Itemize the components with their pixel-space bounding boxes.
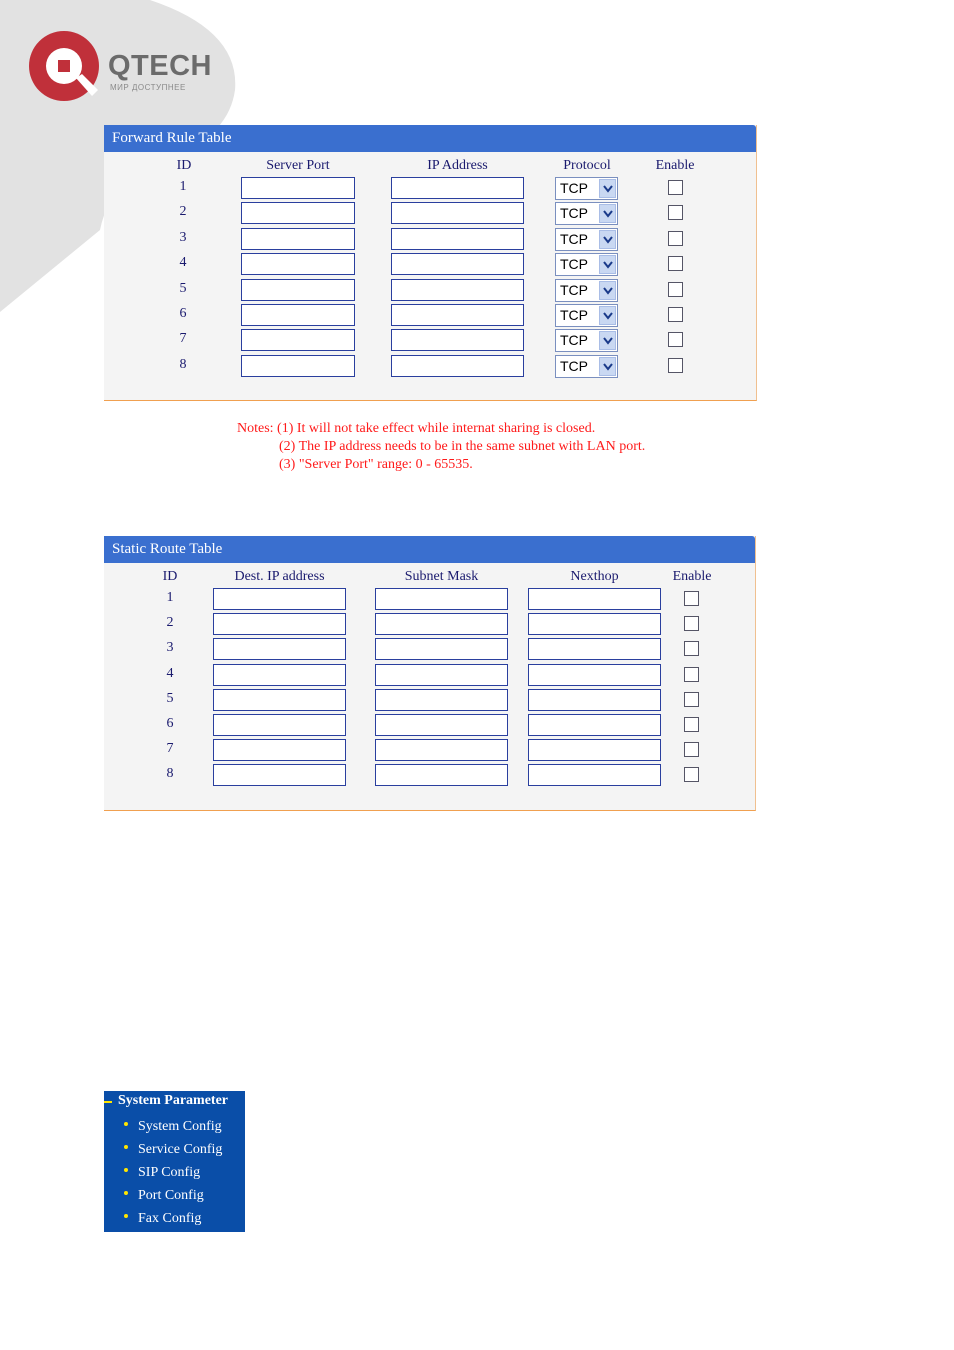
nexthop-input[interactable] [528,739,661,761]
dest-ip-input[interactable] [213,588,346,610]
menu-item-label: Port Config [138,1188,204,1203]
server-port-input[interactable] [241,177,355,199]
ip-address-input[interactable] [391,279,524,301]
column-header-id: ID [162,569,178,584]
row-id: 3 [179,230,187,245]
subnet-mask-input[interactable] [375,588,508,610]
menu-item-label: Service Config [138,1142,223,1157]
column-header-nexthop: Nexthop [570,569,619,584]
ip-address-input[interactable] [391,253,524,275]
ip-address-input[interactable] [391,177,524,199]
dest-ip-input[interactable] [213,764,346,786]
enable-checkbox[interactable] [684,767,699,782]
subnet-mask-input[interactable] [375,613,508,635]
protocol-select[interactable] [555,177,618,200]
chevron-down-icon[interactable] [599,230,616,249]
row-id: 1 [179,179,187,194]
protocol-select-value: TCP [560,332,588,348]
enable-checkbox[interactable] [684,641,699,656]
nexthop-input[interactable] [528,764,661,786]
brand-tagline: МИР ДОСТУПНЕЕ [110,83,186,92]
server-port-input[interactable] [241,355,355,377]
nexthop-input[interactable] [528,638,661,660]
column-header-server-port: Server Port [266,158,330,173]
row-id: 7 [179,331,187,346]
system-parameter-menu [104,1091,245,1232]
ip-address-input[interactable] [391,355,524,377]
server-port-input[interactable] [241,228,355,250]
enable-checkbox[interactable] [668,205,683,220]
nexthop-input[interactable] [528,613,661,635]
row-id: 2 [179,204,187,219]
server-port-input[interactable] [241,253,355,275]
server-port-input[interactable] [241,329,355,351]
bullet-icon [124,1191,128,1195]
protocol-select[interactable] [555,228,618,251]
row-id: 8 [166,766,174,781]
dest-ip-input[interactable] [213,613,346,635]
menu-item-label: System Config [138,1119,222,1134]
nexthop-input[interactable] [528,588,661,610]
bullet-icon [124,1214,128,1218]
nexthop-input[interactable] [528,714,661,736]
bullet-icon [124,1145,128,1149]
static-route-table-title: Static Route Table [104,536,755,563]
chevron-down-icon[interactable] [599,306,616,325]
protocol-select[interactable] [555,304,618,327]
protocol-select[interactable] [555,329,618,352]
ip-address-input[interactable] [391,202,524,224]
menu-item[interactable] [124,1119,222,1135]
column-header-dest-ip: Dest. IP address [234,569,325,584]
forward-rule-table-title: Forward Rule Table [104,125,756,152]
protocol-select-value: TCP [560,231,588,247]
column-header-id: ID [176,158,192,173]
protocol-select[interactable] [555,253,618,276]
server-port-input[interactable] [241,202,355,224]
notes [237,420,645,474]
dest-ip-input[interactable] [213,664,346,686]
row-id: 6 [179,306,187,321]
row-id: 1 [166,590,174,605]
enable-checkbox[interactable] [668,307,683,322]
menu-item[interactable] [124,1211,201,1227]
nexthop-input[interactable] [528,689,661,711]
subnet-mask-input[interactable] [375,764,508,786]
ip-address-input[interactable] [391,304,524,326]
menu-item-label: Fax Config [138,1211,202,1226]
protocol-select-value: TCP [560,358,588,374]
row-id: 7 [166,741,174,756]
enable-checkbox[interactable] [668,358,683,373]
row-id: 3 [166,640,174,655]
row-id: 8 [179,357,187,372]
enable-checkbox[interactable] [668,180,683,195]
row-id: 5 [166,691,174,706]
enable-checkbox[interactable] [684,717,699,732]
bullet-icon [124,1122,128,1126]
protocol-select[interactable] [555,355,618,378]
row-id: 4 [179,255,187,270]
static-route-table-panel [104,536,756,811]
chevron-down-icon[interactable] [599,357,616,376]
menu-item[interactable] [124,1188,204,1204]
enable-checkbox[interactable] [684,591,699,606]
subnet-mask-input[interactable] [375,714,508,736]
chevron-down-icon[interactable] [599,204,616,223]
menu-heading[interactable]: System Parameter [118,1093,229,1108]
dest-ip-input[interactable] [213,714,346,736]
enable-checkbox[interactable] [684,742,699,757]
column-header-protocol: Protocol [563,158,611,173]
protocol-select-value: TCP [560,205,588,221]
column-header-enable: Enable [672,569,712,584]
ip-address-input[interactable] [391,228,524,250]
forward-rule-table-panel [104,125,757,401]
subnet-mask-input[interactable] [375,689,508,711]
enable-checkbox[interactable] [684,616,699,631]
protocol-select-value: TCP [560,256,588,272]
dest-ip-input[interactable] [213,689,346,711]
bullet-icon [124,1168,128,1172]
menu-item-label: SIP Config [138,1165,201,1180]
protocol-select-value: TCP [560,282,588,298]
protocol-select-value: TCP [560,180,588,196]
nexthop-input[interactable] [528,664,661,686]
menu-item[interactable] [124,1165,200,1181]
chevron-down-icon[interactable] [599,331,616,350]
ip-address-input[interactable] [391,329,524,351]
row-id: 6 [166,716,174,731]
note-line-1: Notes: (1) It will not take effect while internat sharing is closed. [237,421,596,436]
server-port-input[interactable] [241,279,355,301]
dest-ip-input[interactable] [213,739,346,761]
subnet-mask-input[interactable] [375,664,508,686]
protocol-select-value: TCP [560,307,588,323]
brand-name: QTECH [108,50,212,82]
collapse-minus-icon[interactable] [104,1101,112,1103]
enable-checkbox[interactable] [668,231,683,246]
protocol-select[interactable] [555,279,618,302]
menu-item[interactable] [124,1142,222,1158]
row-id: 4 [166,666,174,681]
enable-checkbox[interactable] [668,332,683,347]
enable-checkbox[interactable] [684,692,699,707]
enable-checkbox[interactable] [668,256,683,271]
column-header-subnet-mask: Subnet Mask [404,569,479,584]
chevron-down-icon[interactable] [599,281,616,300]
protocol-select[interactable] [555,202,618,225]
subnet-mask-input[interactable] [375,638,508,660]
chevron-down-icon[interactable] [599,255,616,274]
column-header-enable: Enable [655,158,695,173]
enable-checkbox[interactable] [668,282,683,297]
qtech-logo [28,30,218,106]
row-id: 5 [179,281,187,296]
server-port-input[interactable] [241,304,355,326]
subnet-mask-input[interactable] [375,739,508,761]
qtech-logo-icon [28,30,104,106]
chevron-down-icon[interactable] [599,179,616,198]
row-id: 2 [166,615,174,630]
dest-ip-input[interactable] [213,638,346,660]
note-line-3: (3) "Server Port" range: 0 - 65535. [279,457,473,472]
enable-checkbox[interactable] [684,667,699,682]
column-header-ip-address: IP Address [427,158,488,173]
note-line-2: (2) The IP address needs to be in the same subnet with LAN port. [279,439,646,454]
